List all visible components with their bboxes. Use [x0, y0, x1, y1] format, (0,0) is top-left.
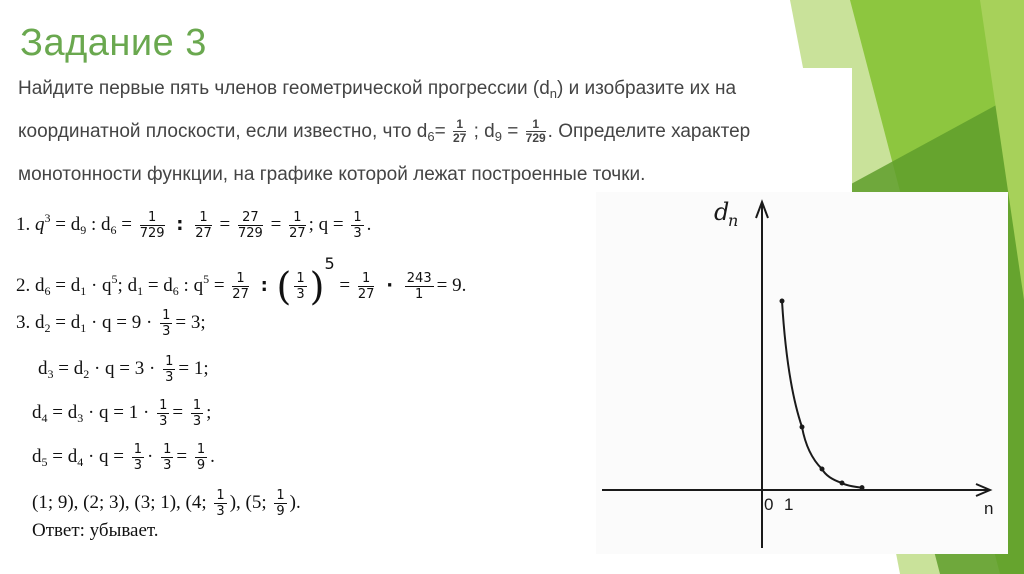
task-statement: [10, 68, 852, 196]
fraction: $\frac{1}{3}$: [163, 442, 172, 473]
task-text: ; d: [468, 121, 495, 142]
data-point-5: [860, 485, 865, 490]
solution-step-d3: $d_3 = d_2 \cdot q = 3$ · $\frac{1}{3}$ = 1;: [38, 354, 209, 385]
fraction-d9: $\frac{1}{729}$: [525, 117, 546, 146]
task-line-3: монотонности функции, на графике которой лежат построенные точки.: [18, 164, 646, 185]
fraction: $\frac{1}{729}$: [139, 210, 165, 241]
y-axis-label: d: [714, 198, 730, 226]
equals-sign: =: [501, 121, 524, 142]
progression-graph: [596, 192, 1008, 554]
solution-answer: Ответ: убывает.: [32, 520, 159, 541]
fraction: $\frac{1}{3}$: [159, 398, 168, 429]
data-point-4: [840, 481, 845, 486]
fraction: $\frac{1}{27}$: [232, 271, 249, 303]
subscript: 9: [494, 129, 502, 144]
fraction: $\frac{1}{3}$: [296, 271, 305, 303]
curve-layer: [780, 299, 865, 491]
graph-panel: [596, 192, 1008, 554]
fraction: $\frac{27}{729}$: [238, 210, 263, 241]
subscript: n: [549, 86, 557, 101]
fraction: $\frac{1}{9}$: [196, 442, 206, 473]
fraction: $\frac{1}{3}$: [165, 354, 174, 385]
solution-panel: [10, 196, 540, 552]
task-text: . Определите характер: [547, 121, 751, 142]
tick-label-1: 1: [784, 495, 794, 514]
y-axis-label-subscript: n: [728, 211, 739, 230]
slide-title: Задание 3: [20, 22, 207, 64]
fraction: $\frac{1}{3}$: [216, 488, 225, 519]
task-text: ) и изобразите их на: [557, 78, 737, 99]
x-axis-label: n: [984, 499, 994, 518]
task-line-2: [18, 113, 844, 156]
fraction: $\frac{1}{9}$: [276, 488, 285, 519]
solution-step-d4: $d_4 = d_3 \cdot q = 1$ · $\frac{1}{3}$ = $\frac{1}{3}$ ;: [32, 398, 212, 429]
solution-points: (1; 9), (2; 3), (3; 1), (4; $\frac{1}{3}$ ), (5; $\frac{1}{9}$ ).: [32, 488, 301, 519]
data-point-3: [820, 467, 825, 472]
task-text: координатной плоскости, если известно, что d: [18, 121, 428, 142]
fraction-d6: $\frac{1}{27}$: [452, 117, 467, 146]
fraction: $\frac{1}{27}$: [289, 210, 306, 241]
origin-label: 0: [764, 495, 774, 514]
fraction: $\frac{1}{27}$: [195, 210, 212, 241]
data-point-2: [800, 425, 805, 430]
equals-sign: =: [434, 121, 446, 142]
subscript: 6: [427, 129, 435, 144]
fraction: $\frac{243}{1}$: [406, 271, 432, 303]
fraction: $\frac{1}{3}$: [192, 398, 202, 429]
progression-curve: [782, 301, 862, 488]
solution-step-1: 1. $q^3 = d_9$ : $d_6$ = $\frac{1}{729}$ : $\frac{1}{27}$ = $\frac{27}{729}$ = $\frac{1}{27}$ ; q = $\frac{1}{3}$ .: [16, 210, 372, 241]
fraction: $\frac{1}{3}$: [162, 308, 171, 339]
task-line-1: [18, 70, 844, 113]
fraction: $\frac{1}{27}$: [357, 271, 375, 303]
solution-step-d5: $d_5 = d_4 \cdot q$ = $\frac{1}{3}$ · $\frac{1}{3}$ = $\frac{1}{9}$ .: [32, 442, 215, 473]
fraction: $\frac{1}{3}$: [133, 442, 143, 473]
task-text: Найдите первые пять членов геометрической прогрессии (d: [18, 78, 550, 99]
solution-step-3: 3. $d_2 = d_1 \cdot q = 9$ · $\frac{1}{3}$ = 3;: [16, 308, 206, 339]
data-point-1: [780, 299, 785, 304]
fraction: $\frac{1}{3}$: [353, 210, 362, 241]
solution-step-2: 2. $d_6 = d_1 \cdot q^5$; $d_1 = d_6$ : $q^5$ = $\frac{1}{27}$ : ( $\frac{1}{3}$ )$^5$ = $\frac{1}{27}$ · $\frac{243}{1}$ = 9.: [16, 254, 467, 309]
